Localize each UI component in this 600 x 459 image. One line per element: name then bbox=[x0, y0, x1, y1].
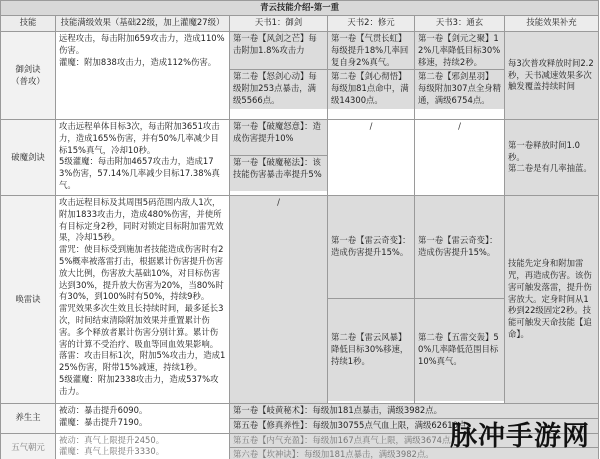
tianshu-entry: 第一卷【雷云奇变】：造成伤害提升15%。 bbox=[328, 196, 414, 299]
tianshu-entry: 第一卷【破魔秘法】：该技能伤害暴击率提升5% bbox=[230, 156, 327, 192]
tianshu-entry: 第一卷【剑元之聚】12%几率降低目标30%移速，持续2秒。 bbox=[415, 32, 504, 70]
watermark-logo: 脉冲手游网 bbox=[450, 421, 590, 452]
table-row bbox=[1, 196, 599, 404]
header-tianshu2: 天书2：修元 bbox=[328, 16, 415, 32]
supplement-cell: 第一卷释放时间1.0秒。 第二卷是有几率抽蓝。 bbox=[505, 120, 599, 196]
header-max-effect: 技能满级效果（基础22级，加上灌魔27级） bbox=[56, 16, 230, 32]
skill-effect: 攻击远程单体目标3次，每击附加3651攻击力，造成165%伤害，并有50%几率减少目标15%真气，冷却10秒。 5级灌魔：每击附加4657攻击力，造成173%伤害，57.14%几率减少目标17.38%真气。 bbox=[56, 120, 230, 196]
skill-effect: 被动：暴击提升6090。 灌魔：暴击提升7190。 bbox=[56, 404, 230, 434]
skill-effect: 被动：真气上限提升2450。 灌魔：真气上限提升3330。 bbox=[56, 433, 230, 459]
supplement-cell: 技能先定身和附加雷咒，再造成伤害。该伤害可触发落雷，提升伤害放大。定身时间从1秒到22级固定2秒。技能可触发天命技能【追命】。 bbox=[505, 196, 599, 404]
header-supplement: 技能效果补充 bbox=[505, 16, 599, 32]
skill-effect: 远程攻击，每击附加659攻击力，造成110%伤害。 灌魔：附加838攻击力，造成112%伤害。 bbox=[56, 32, 230, 120]
skill-name: 御剑诀 （普攻） bbox=[1, 32, 56, 120]
tianshu-entry: 第二卷【怒剑心动】每级附加253点暴击，满级5566点。 bbox=[230, 70, 327, 110]
tianshu1-cell bbox=[230, 120, 328, 196]
tianshu-entry: 第五卷【修真养性】：每级加30755点气血上限，满级62610点。 bbox=[230, 418, 598, 432]
tianshu-entry: 第二卷【剑心彻悟】每级加81点命中，满级14300点。 bbox=[328, 70, 414, 110]
skill-name: 养生主 bbox=[1, 404, 56, 434]
tianshu-entry: 第一卷【雷云奇变】：造成伤害提升15%。 bbox=[415, 196, 504, 299]
tianshu3-cell: / bbox=[415, 120, 505, 196]
header-tianshu1: 天书1：御剑 bbox=[230, 16, 328, 32]
tianshu-entry: 第二卷【邪剑星羽】每级附加307点全身精通，满级6754点。 bbox=[415, 70, 504, 110]
tianshu-entry: 第一卷【岐黄秘术】：每级加181点暴击，满级3982点。 bbox=[230, 404, 598, 418]
tianshu-entry: 第一卷【气贯长虹】每级提升18%几率回复自身2%真气。 bbox=[328, 32, 414, 70]
table-title: 青云技能介绍-第一重 bbox=[1, 1, 599, 16]
tianshu-entry: 第一卷【风剑之芒】每击附加1.8%攻击力 bbox=[230, 32, 327, 70]
tianshu1-cell: / bbox=[230, 196, 328, 404]
supplement-cell: 每3次普攻释放时间2.2秒，天书减速效果多次触发覆盖持续时间 bbox=[505, 32, 599, 120]
table-row bbox=[1, 32, 599, 120]
tianshu-entry: 第六卷【坎神诀】：每级加181点暴击，满级3982点。 bbox=[230, 448, 598, 459]
tianshu3-cell bbox=[415, 32, 505, 120]
header-skill: 技能 bbox=[1, 16, 56, 32]
table-row bbox=[1, 120, 599, 196]
tianshu2-cell: / bbox=[328, 120, 415, 196]
skill-name: 唤雷诀 bbox=[1, 196, 56, 404]
skill-name: 破魔剑诀 bbox=[1, 120, 56, 196]
tianshu3-cell bbox=[415, 196, 505, 404]
tianshu-entry: 第五卷【内气充盈】：每级加167点真气上限，满级3674点。 bbox=[230, 434, 598, 448]
tianshu1-cell bbox=[230, 32, 328, 120]
tianshu-entry: 第一卷【破魔怒意】：造成伤害提升10% bbox=[230, 120, 327, 156]
header-tianshu3: 天书3：通玄 bbox=[415, 16, 505, 32]
tianshu-entry: 第二卷【五雷交轰】50%几率降低范围目标10%真气。 bbox=[415, 299, 504, 402]
tianshu2-cell bbox=[328, 32, 415, 120]
tianshu2-cell bbox=[328, 196, 415, 404]
tianshu-entry: 第二卷【雷云风暴】降低目标30%移速，持续1秒。 bbox=[328, 299, 414, 402]
skill-name: 五气朝元 bbox=[1, 433, 56, 459]
skill-effect: 攻击远程目标及其周围5码范围内敌人1次，附加1833攻击力，造成480%伤害，并使所有目标定身2秒，同时对锁定目标附加雷咒效果，冷却15秒。 雷咒：使目标受到施加者技能造成伤害时有25%概率被落雷打击，根据累计伤害提升伤害放大比例，伤害放大基础10%，对目标伤害达到30%，提升放大伤害为20%，当80%时有30%，到100%时有50%，持续9秒。 雷咒效果多次生效且长持续时间，最多延长3次，时间结束清除附加效果并重置累计伤害。多个释放者累计伤害分别计算。累计伤害的计算不受治疗、吸血等回血效果影响。 落雷：攻击目标1次，附加5%攻击力，造成125%伤害，附带15%减速，持续1秒。 5级灌魔：附加2338攻击力，造成537%攻击力。 bbox=[56, 196, 230, 404]
